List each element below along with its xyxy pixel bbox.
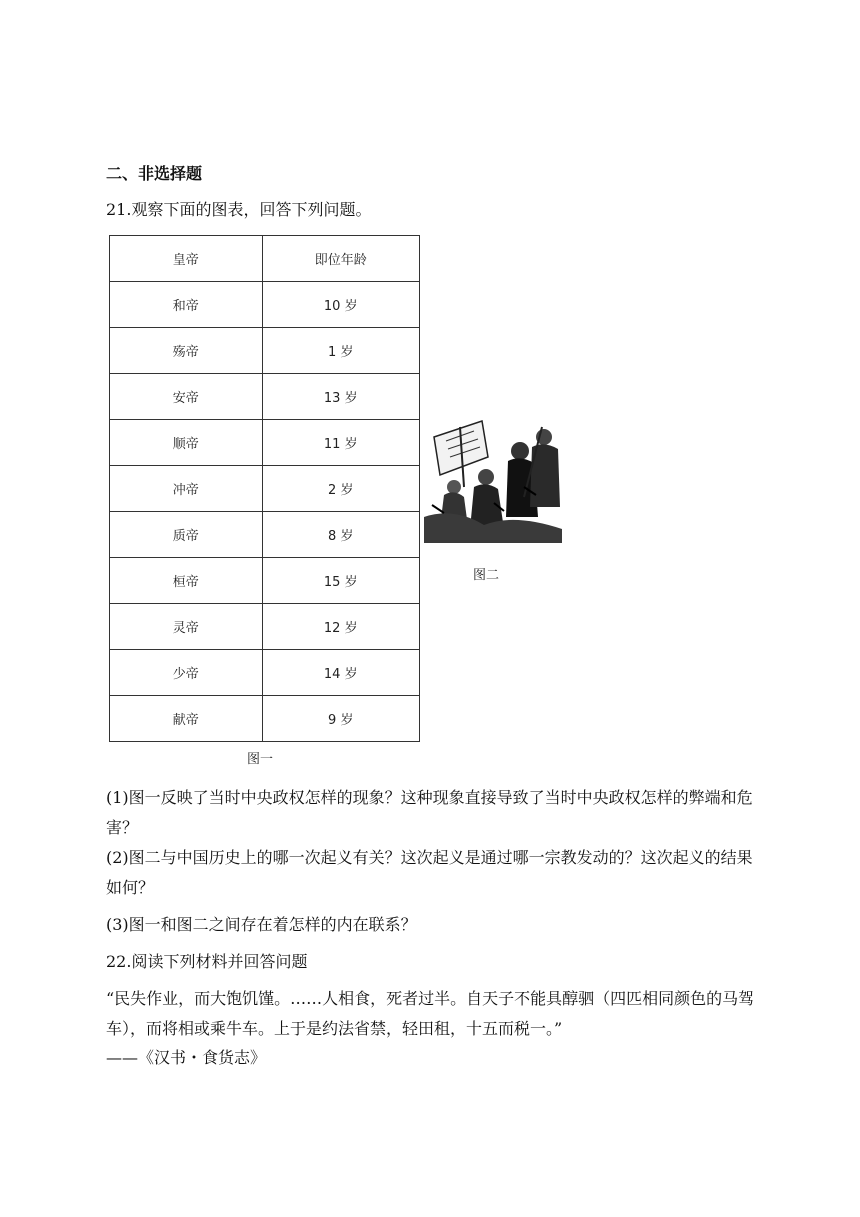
table-row <box>110 512 420 558</box>
age-cell: 13 岁 <box>262 374 420 420</box>
question-21-part-3: (3)图一和图二之间存在着怎样的内在联系？ <box>106 915 417 934</box>
emperor-cell: 安帝 <box>110 374 263 420</box>
emperor-cell: 献帝 <box>110 696 263 742</box>
table-row <box>110 466 420 512</box>
emperor-cell: 灵帝 <box>110 604 263 650</box>
question-21-part-2: (2)图二与中国历史上的哪一次起义有关？这次起义是通过哪一宗教发动的？这次起义的结果如何？ <box>106 848 753 897</box>
emperor-cell: 顺帝 <box>110 420 263 466</box>
question-21-stem: 21.观察下面的图表，回答下列问题。 <box>106 200 372 219</box>
age-cell: 11 岁 <box>262 420 420 466</box>
age-cell: 2 岁 <box>262 466 420 512</box>
age-cell: 14 岁 <box>262 650 420 696</box>
table-row <box>110 650 420 696</box>
table-row <box>110 696 420 742</box>
uprising-illustration <box>424 417 562 543</box>
emperor-cell: 殇帝 <box>110 328 263 374</box>
figure-1-caption: 图一 <box>246 752 273 767</box>
question-22-stem: 22.阅读下列材料并回答问题 <box>106 952 308 971</box>
emperor-cell: 冲帝 <box>110 466 263 512</box>
table-header-row <box>110 236 420 282</box>
section-title: 二、非选择题 <box>106 164 203 183</box>
quote-source: ——《汉书・食货志》 <box>106 1048 267 1067</box>
emperor-cell: 和帝 <box>110 282 263 328</box>
figure-2-caption: 图二 <box>472 568 499 583</box>
question-21-part-1: (1)图一反映了当时中央政权怎样的现象？这种现象直接导致了当时中央政权怎样的弊端和危害？ <box>106 788 753 837</box>
table-row <box>110 328 420 374</box>
table-row <box>110 374 420 420</box>
emperor-cell: 桓帝 <box>110 558 263 604</box>
table-row <box>110 282 420 328</box>
emperor-cell: 少帝 <box>110 650 263 696</box>
table-row <box>110 604 420 650</box>
age-cell: 9 岁 <box>262 696 420 742</box>
age-cell: 15 岁 <box>262 558 420 604</box>
header-emperor: 皇帝 <box>110 236 263 282</box>
age-cell: 1 岁 <box>262 328 420 374</box>
historical-quote: “民失作业，而大饱饥馑。……人相食，死者过半。自天子不能具醇驷（四匹相同颜色的马驾车），而将相或乘牛车。上于是约法省禁，轻田租，十五而税一。” <box>106 989 755 1038</box>
age-cell: 12 岁 <box>262 604 420 650</box>
emperor-cell: 质帝 <box>110 512 263 558</box>
header-age: 即位年龄 <box>262 236 420 282</box>
table-row <box>110 420 420 466</box>
emperor-age-table <box>109 235 420 742</box>
age-cell: 10 岁 <box>262 282 420 328</box>
table-row <box>110 558 420 604</box>
age-cell: 8 岁 <box>262 512 420 558</box>
